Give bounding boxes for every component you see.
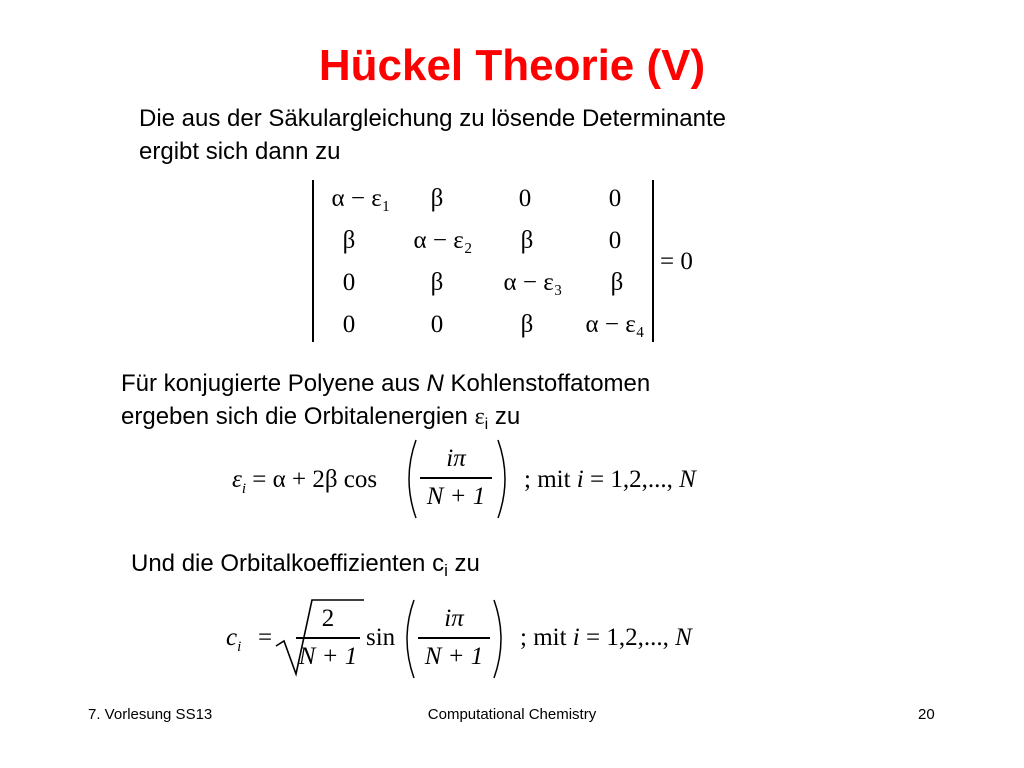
- det-cell-2-1: β: [342, 227, 356, 254]
- energy-cond-a: ; mit: [524, 466, 577, 493]
- energy-epsilon-sub: i: [241, 481, 247, 497]
- det-cell-3-1: 0: [342, 269, 356, 296]
- det-cell-2-3: β: [520, 227, 534, 254]
- footer-course: Computational Chemistry: [427, 706, 597, 723]
- intro-line-1: Die aus der Säkulargleichung zu lösende Determinante: [139, 105, 727, 132]
- det-cell-4-4: α − ε₄: [585, 311, 645, 338]
- polyene-line-2-b: zu: [488, 403, 521, 430]
- sqrt-frac-num: 2: [321, 605, 335, 632]
- energy-left-paren: [400, 438, 420, 520]
- det-cell-4-2: 0: [430, 311, 444, 338]
- coeff-cond-b: = 1,2,...,: [579, 624, 669, 651]
- det-cell-1-2: β: [430, 185, 444, 212]
- energy-frac-line: [420, 477, 492, 479]
- coeff-equals: =: [258, 624, 273, 651]
- det-cell-1-3: 0: [518, 185, 532, 212]
- coeff-frac-den: N + 1: [424, 642, 484, 670]
- coeff-line-b: zu: [447, 550, 480, 577]
- det-cell-2-2: α − ε₂: [413, 227, 473, 254]
- coeff-c-sub: i: [237, 639, 242, 655]
- coeff-text: [131, 547, 480, 582]
- coeff-line-a: Und die Orbitalkoeffizienten c: [131, 550, 445, 577]
- energy-cond-b: = 1,2,...,: [583, 466, 673, 493]
- polyene-line-2: [121, 400, 650, 436]
- coeff-cond-N: N: [675, 624, 692, 651]
- energy-frac-num: iπ: [446, 445, 466, 472]
- polyene-line-1-a: Für konjugierte Polyene aus: [121, 370, 427, 397]
- sqrt-fraction: [296, 604, 360, 672]
- intro-line-2: ergibt sich dann zu: [139, 138, 341, 165]
- det-cell-4-3: β: [520, 311, 534, 338]
- coeff-c: c: [226, 624, 238, 651]
- coeff-sin: sin: [366, 624, 396, 651]
- coeff-right-paren: [490, 598, 510, 680]
- energy-frac-den: N + 1: [426, 482, 486, 510]
- det-cell-1-1: α − ε₁: [331, 185, 391, 212]
- coeff-frac-num: iπ: [444, 605, 464, 632]
- polyene-line-1: [121, 367, 650, 400]
- energy-right-paren: [494, 438, 514, 520]
- coeff-fraction: [418, 604, 490, 672]
- coeff-cond-i: i: [572, 624, 580, 651]
- hueckel-determinant: [310, 180, 656, 342]
- det-cell-2-4: 0: [608, 227, 622, 254]
- footer-lecture: 7. Vorlesung SS13: [88, 706, 213, 723]
- coeff-frac-line: [418, 637, 490, 639]
- polyene-epsilon: ε: [474, 404, 485, 430]
- coeff-sub: i: [444, 561, 448, 580]
- slide-title: Hückel Theorie (V): [318, 41, 706, 90]
- sqrt-frac-den: N + 1: [298, 642, 358, 670]
- footer-page-number: 20: [918, 706, 935, 723]
- energy-middle: = α + 2β cos: [246, 466, 378, 493]
- coeff-condition: [520, 624, 692, 652]
- polyene-epsilon-sub: i: [484, 416, 489, 433]
- determinant-rhs: = 0: [660, 248, 693, 275]
- polyene-line-2-a: ergeben sich die Orbitalenergien: [121, 403, 475, 430]
- det-cell-3-4: β: [610, 269, 624, 296]
- intro-text: [139, 102, 726, 168]
- polyene-line-1-b: Kohlenstoffatomen: [443, 370, 651, 397]
- det-cell-3-2: β: [430, 269, 444, 296]
- det-cell-4-1: 0: [342, 311, 356, 338]
- energy-cond-i: i: [576, 466, 584, 493]
- det-cell-3-3: α − ε₃: [503, 269, 563, 296]
- polyene-N: N: [426, 370, 444, 397]
- energy-condition: [524, 466, 696, 494]
- coeff-formula-lhs: [226, 624, 242, 655]
- energy-fraction: [420, 444, 492, 512]
- det-cell-1-4: 0: [608, 185, 622, 212]
- energy-formula-lhs: [232, 466, 378, 497]
- polyene-text: [121, 367, 650, 436]
- coeff-left-paren: [398, 598, 418, 680]
- energy-cond-N: N: [679, 466, 696, 493]
- coeff-cond-a: ; mit: [520, 624, 573, 651]
- sqrt-frac-line: [296, 637, 360, 639]
- energy-epsilon: ε: [232, 466, 242, 493]
